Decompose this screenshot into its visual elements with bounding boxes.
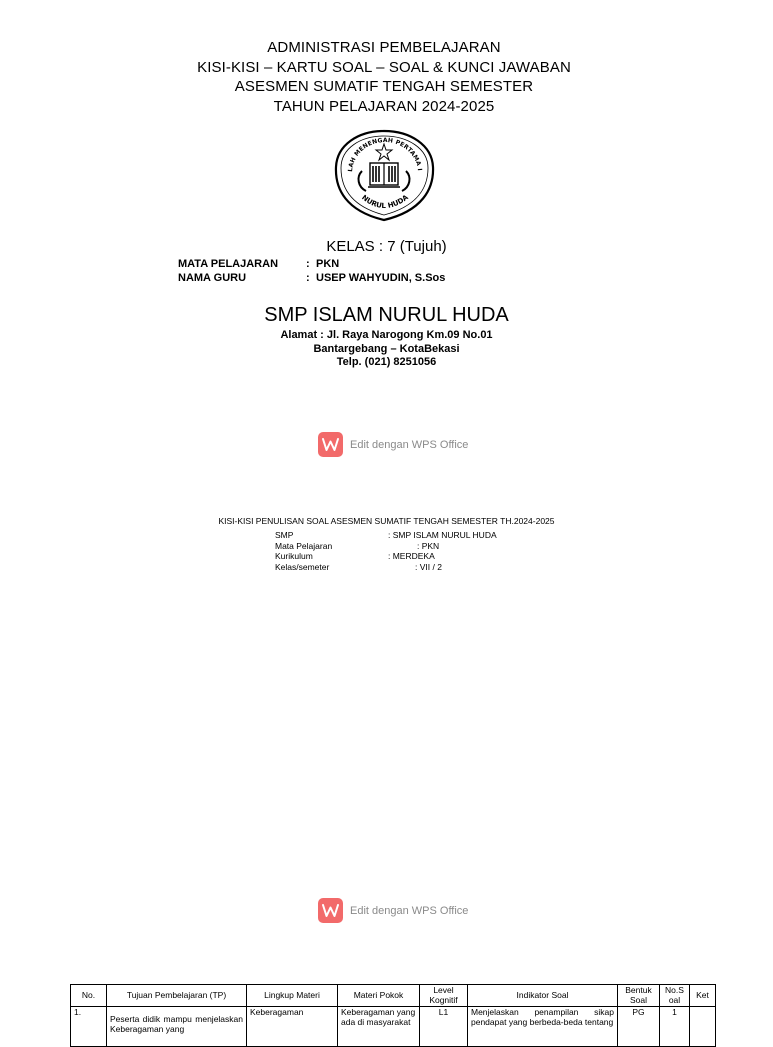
wps-edit-link[interactable] (318, 432, 468, 457)
header-level-line2: Kognitif (429, 994, 458, 1005)
cover-line-4: TAHUN PELAJARAN 2024-2025 (273, 97, 495, 115)
kisi-key: Mata Pelajaran (275, 540, 333, 551)
header-nosoal (660, 985, 690, 1007)
school-name: SMP ISLAM NURUL HUDA (264, 304, 509, 326)
header-ket: Ket (690, 985, 716, 1007)
header-no: No. (71, 985, 107, 1007)
header-indikator: Indikator Soal (468, 985, 618, 1007)
cell-bentuk: PG (618, 1007, 660, 1047)
logo-top-text: LAH MENENGAH PERTAMA I (346, 137, 423, 173)
wps-logo-icon (318, 432, 343, 457)
meta-separator: : (306, 258, 310, 270)
meta-row (178, 257, 445, 271)
kelas-label: KELAS : 7 (Tujuh) (326, 238, 447, 255)
cover-line-3: ASESMEN SUMATIF TENGAH SEMESTER (234, 78, 534, 95)
cell-tp: Peserta didik mampu menjelaskan Keberagaman yang (107, 1007, 247, 1047)
kisi-key: SMP (275, 530, 294, 540)
cover-line-2: KISI-KISI – KARTU SOAL – SOAL & KUNCI JAWABAN (197, 58, 571, 76)
address-line: Alamat : Jl. Raya Narogong Km.09 No.01 (280, 329, 493, 341)
table-row (71, 1007, 716, 1047)
kisi-key: Kurikulum (275, 551, 313, 561)
wps-edit-link[interactable] (318, 898, 468, 923)
meta-separator: : (306, 272, 310, 284)
meta-value: PKN (316, 258, 340, 270)
kisi-key: Kelas/semeter (275, 561, 330, 572)
kisi-value: : VII / 2 (415, 561, 442, 572)
header-bentuk-line2: Soal (629, 994, 647, 1005)
header-materi: Materi Pokok (338, 985, 420, 1007)
cell-materi: Keberagaman yang ada di masyarakat (338, 1007, 420, 1047)
cell-ket (690, 1007, 716, 1047)
table-header-row (71, 985, 716, 1007)
kisi-table (70, 984, 716, 1047)
header-tp: Tujuan Pembelajaran (TP) (107, 985, 247, 1007)
school-logo (332, 127, 437, 223)
header-bentuk-line1: Bentuk (625, 985, 652, 995)
kisi-value: : SMP ISLAM NURUL HUDA (388, 530, 497, 540)
meta-value: USEP WAHYUDIN, S.Sos (316, 272, 446, 284)
meta-key: MATA PELAJARAN (178, 258, 279, 270)
school-address (0, 329, 773, 370)
cell-level: L1 (420, 1007, 468, 1047)
cell-lingkup: Keberagaman (247, 1007, 338, 1047)
cover-meta (178, 257, 445, 285)
header-level-line1: Level (433, 985, 454, 995)
wps-logo-icon (318, 898, 343, 923)
cover-line-1: ADMINISTRASI PEMBELAJARAN (267, 39, 501, 56)
kisi-title: KISI-KISI PENULISAN SOAL ASESMEN SUMATIF TENGAH SEMESTER TH.2024-2025 (218, 516, 555, 526)
header-nosoal-line1: No.S (665, 985, 684, 995)
header-level (420, 985, 468, 1007)
header-bentuk (618, 985, 660, 1007)
address-line: Telp. (021) 8251056 (336, 356, 437, 368)
cell-nosoal: 1 (660, 1007, 690, 1047)
meta-key: NAMA GURU (178, 272, 247, 284)
address-line: Bantargebang – KotaBekasi (313, 342, 460, 355)
meta-row (178, 271, 445, 285)
kisi-value: : PKN (417, 540, 440, 551)
header-nosoal-line2: oal (668, 994, 681, 1005)
cover-header (0, 38, 768, 116)
kisi-value: : MERDEKA (388, 551, 435, 561)
wps-edit-text: Edit dengan WPS Office (350, 438, 469, 451)
logo-bottom-text: NURUL HUDA (360, 193, 410, 211)
cell-indikator: Menjelaskan penampilan sikap pendapat yang berbeda-beda tentang (468, 1007, 618, 1047)
wps-edit-text: Edit dengan WPS Office (350, 904, 469, 917)
header-lingkup: Lingkup Materi (247, 985, 338, 1007)
cell-no: 1. (71, 1007, 107, 1047)
